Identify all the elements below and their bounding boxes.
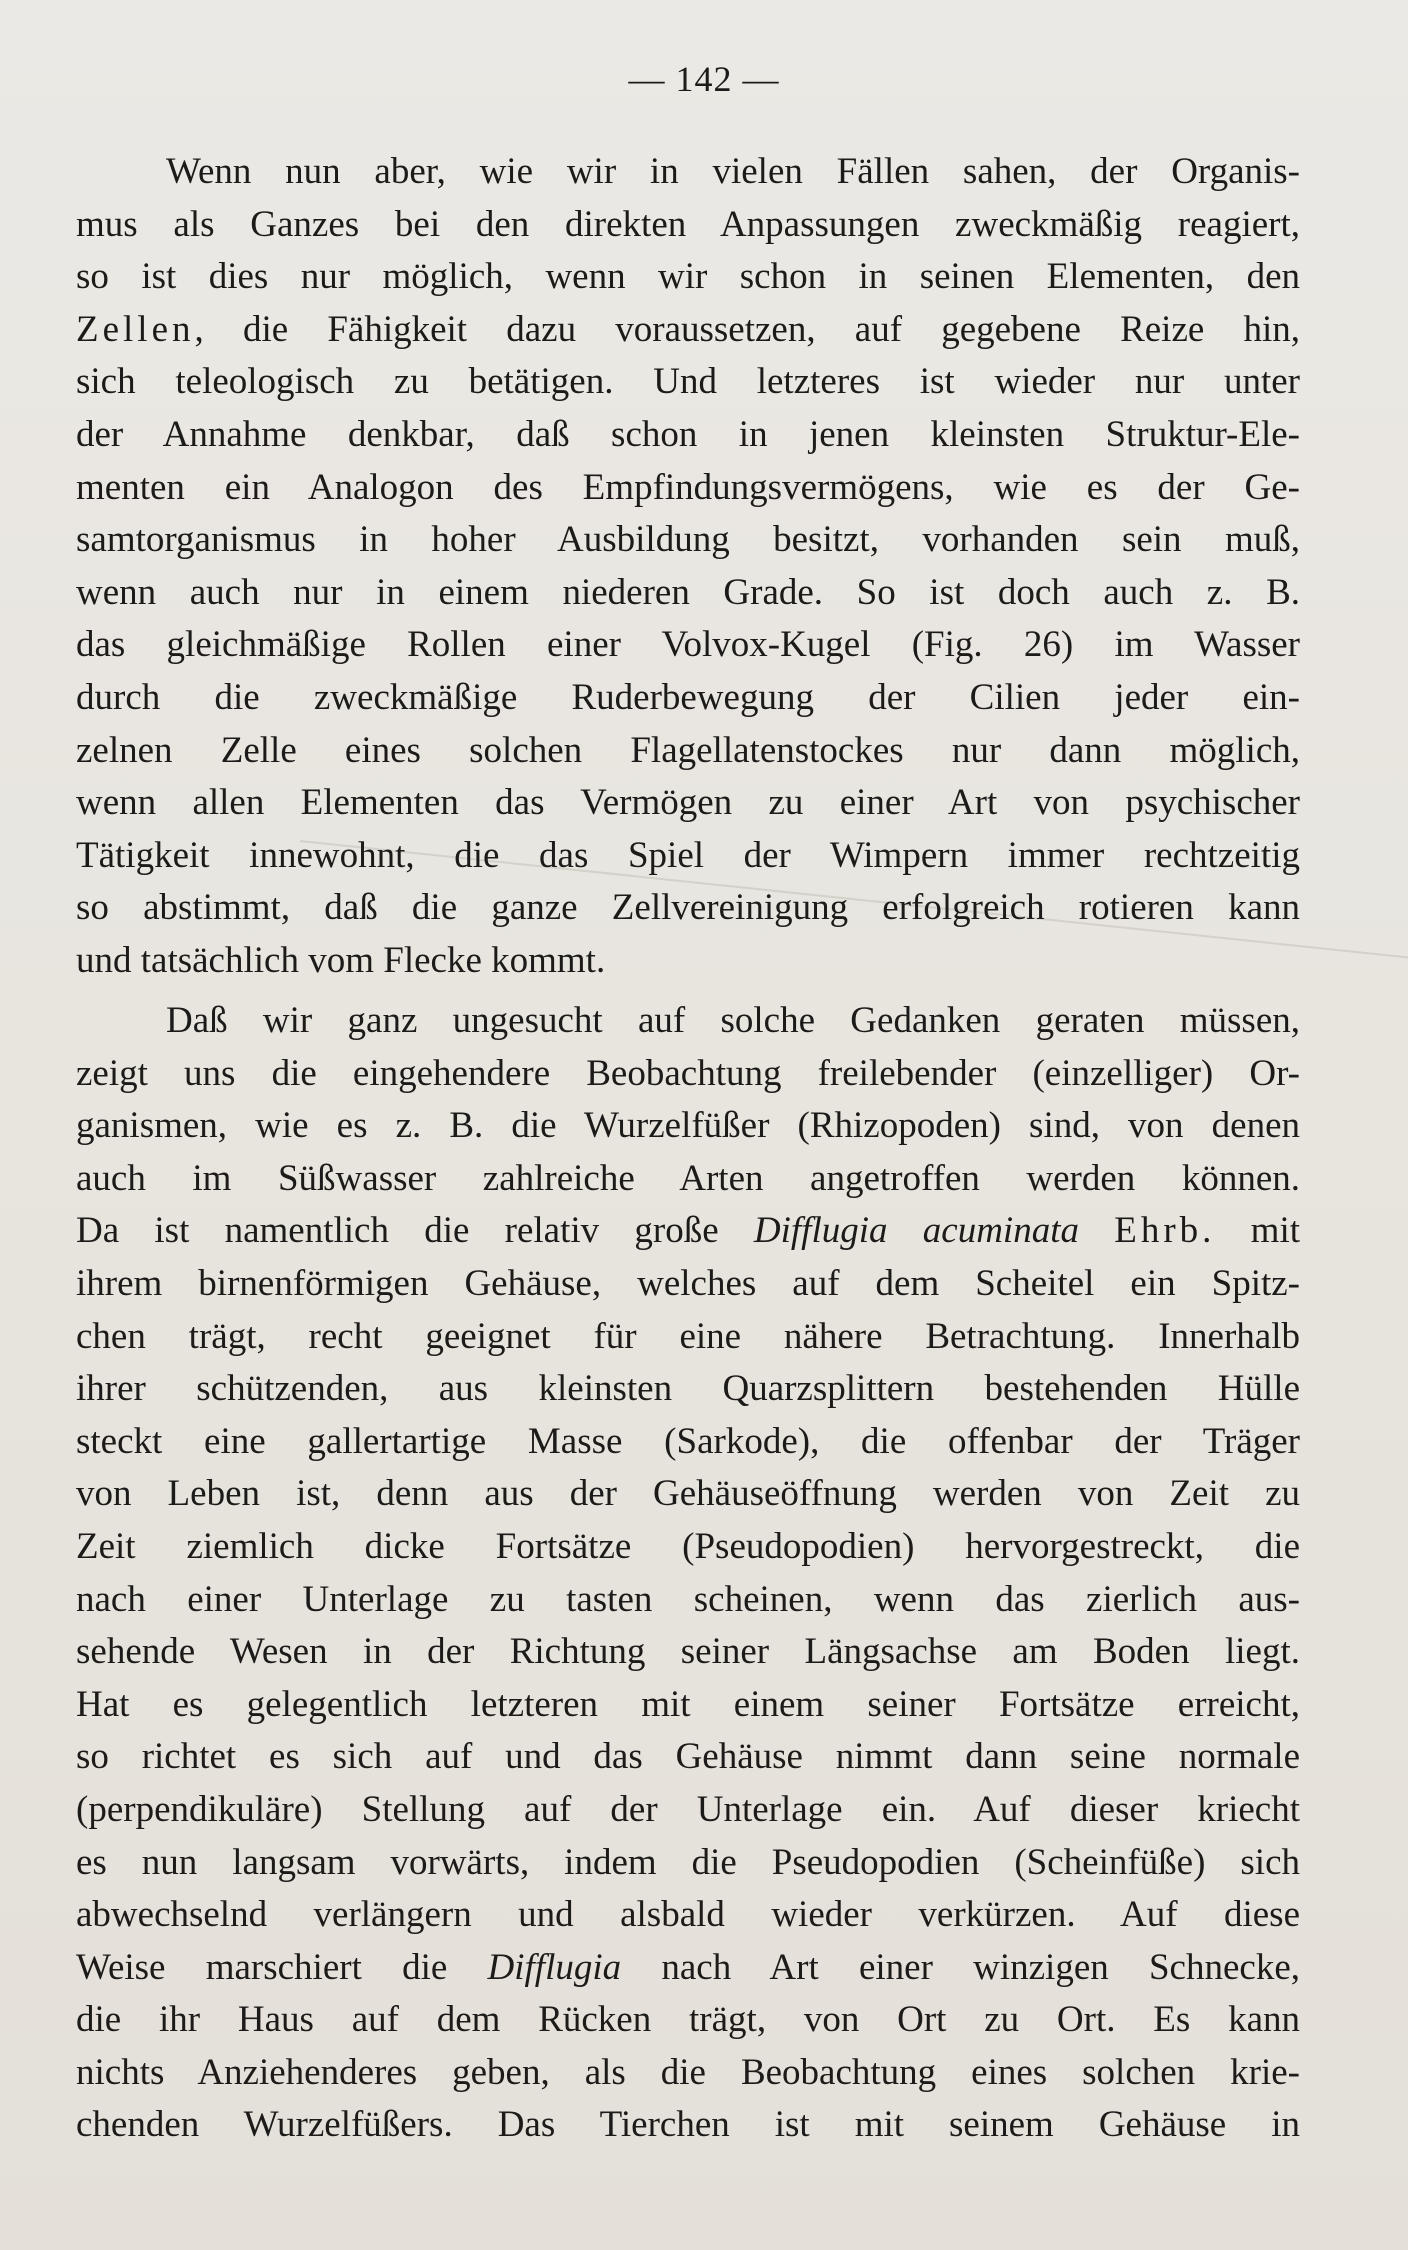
page-number: — 142 — [628, 59, 780, 99]
text-line: nichts Anziehenderes geben, als die Beobachtung eines solchen krie- [76, 2051, 1300, 2093]
text-line: ihrem birnenförmigen Gehäuse, welches auf dem Scheitel ein Spitz- [76, 1262, 1300, 1304]
text-line: Wenn nun aber, wie wir in vielen Fällen sahen, der Organis- [166, 151, 1300, 192]
text-line: wenn allen Elementen das Vermögen zu einer Art von psychischer [76, 782, 1300, 824]
text-line: sehende Wesen in der Richtung seiner Längsachse am Boden liegt. [76, 1631, 1300, 1673]
author-abbreviation: Ehrb. [1114, 1210, 1216, 1252]
text-line: sich teleologisch zu betätigen. Und letzteres ist wieder nur unter [76, 361, 1300, 403]
paragraph-1 [76, 146, 1300, 988]
text-line: so abstimmt, daß die ganze Zellvereinigung erfolgreich rotieren kann [76, 887, 1300, 929]
text-segment: mit [1215, 1210, 1300, 1252]
text-line: Hat es gelegentlich letzteren mit einem seiner Fortsätze erreicht, [76, 1683, 1300, 1725]
text-line [76, 1205, 1300, 1258]
text-line: wenn auch nur in einem niederen Grade. So ist doch auch z. B. [76, 571, 1300, 613]
text-line: und tatsächlich vom Flecke kommt. [76, 939, 606, 981]
text-line: mus als Ganzes bei den direkten Anpassungen zweckmäßig reagiert, [76, 203, 1300, 245]
text-line: Zeit ziemlich dicke Fortsätze (Pseudopodien) hervorgestreckt, die [76, 1525, 1300, 1567]
species-name: Difflugia acuminata [753, 1210, 1079, 1252]
emphasized-word: Zellen [76, 308, 195, 350]
text-segment: , die Fähigkeit dazu voraussetzen, auf gegebene Reize hin, [194, 308, 1300, 350]
text-line: menten ein Analogon des Empfindungsvermögens, wie es der Ge- [76, 466, 1300, 508]
text-line: von Leben ist, denn aus der Gehäuseöffnung werden von Zeit zu [76, 1473, 1300, 1515]
text-line: der Annahme denkbar, daß schon in jenen kleinsten Struktur-Ele- [76, 413, 1300, 455]
text-line: so ist dies nur möglich, wenn wir schon in seinen Elementen, den [76, 256, 1300, 298]
text-line: das gleichmäßige Rollen einer Volvox-Kugel (Fig. 26) im Wasser [76, 624, 1300, 666]
text-line: samtorganismus in hoher Ausbildung besitzt, vorhanden sein muß, [76, 519, 1300, 561]
text-line: so richtet es sich auf und das Gehäuse nimmt dann seine normale [76, 1736, 1300, 1778]
text-line: Daß wir ganz ungesucht auf solche Gedanken geraten müssen, [166, 1000, 1300, 1041]
text-line: durch die zweckmäßige Ruderbewegung der Cilien jeder ein- [76, 676, 1300, 718]
text-segment: Da ist namentlich die relativ große [76, 1210, 754, 1252]
text-line: zeigt uns die eingehendere Beobachtung freilebender (einzelliger) Or- [76, 1052, 1300, 1094]
text-line: chen trägt, recht geeignet für eine nähere Betrachtung. Innerhalb [76, 1315, 1300, 1357]
text-segment: Weise marschiert die [76, 1946, 488, 1988]
species-name: Difflugia [487, 1946, 622, 1988]
text-line: chenden Wurzelfüßers. Das Tierchen ist mit seinem Gehäuse in [76, 2104, 1300, 2146]
text-line [76, 304, 1300, 357]
text-line: es nun langsam vorwärts, indem die Pseudopodien (Scheinfüße) sich [76, 1841, 1300, 1883]
text-line: nach einer Unterlage zu tasten scheinen, wenn das zierlich aus- [76, 1578, 1300, 1620]
text-line: ganismen, wie es z. B. die Wurzelfüßer (Rhizopoden) sind, von denen [76, 1105, 1300, 1147]
text-line: abwechselnd verlängern und alsbald wieder verkürzen. Auf diese [76, 1894, 1300, 1936]
text-line: auch im Süßwasser zahlreiche Arten angetroffen werden können. [76, 1157, 1300, 1199]
text-line [76, 1942, 1300, 1995]
text-line: Tätigkeit innewohnt, die das Spiel der Wimpern immer rechtzeitig [76, 834, 1300, 876]
text-line: (perpendikuläre) Stellung auf der Unterlage ein. Auf dieser kriecht [76, 1788, 1300, 1830]
text-segment: nach Art einer winzigen Schnecke, [621, 1946, 1300, 1988]
paragraph-2 [76, 995, 1300, 2152]
text-line: steckt eine gallertartige Masse (Sarkode), die offenbar der Träger [76, 1420, 1300, 1462]
text-line: ihrer schützenden, aus kleinsten Quarzsplittern bestehenden Hülle [76, 1368, 1300, 1410]
text-line: die ihr Haus auf dem Rücken trägt, von Ort zu Ort. Es kann [76, 1999, 1300, 2041]
text-line: zelnen Zelle eines solchen Flagellatenstockes nur dann möglich, [76, 729, 1300, 771]
